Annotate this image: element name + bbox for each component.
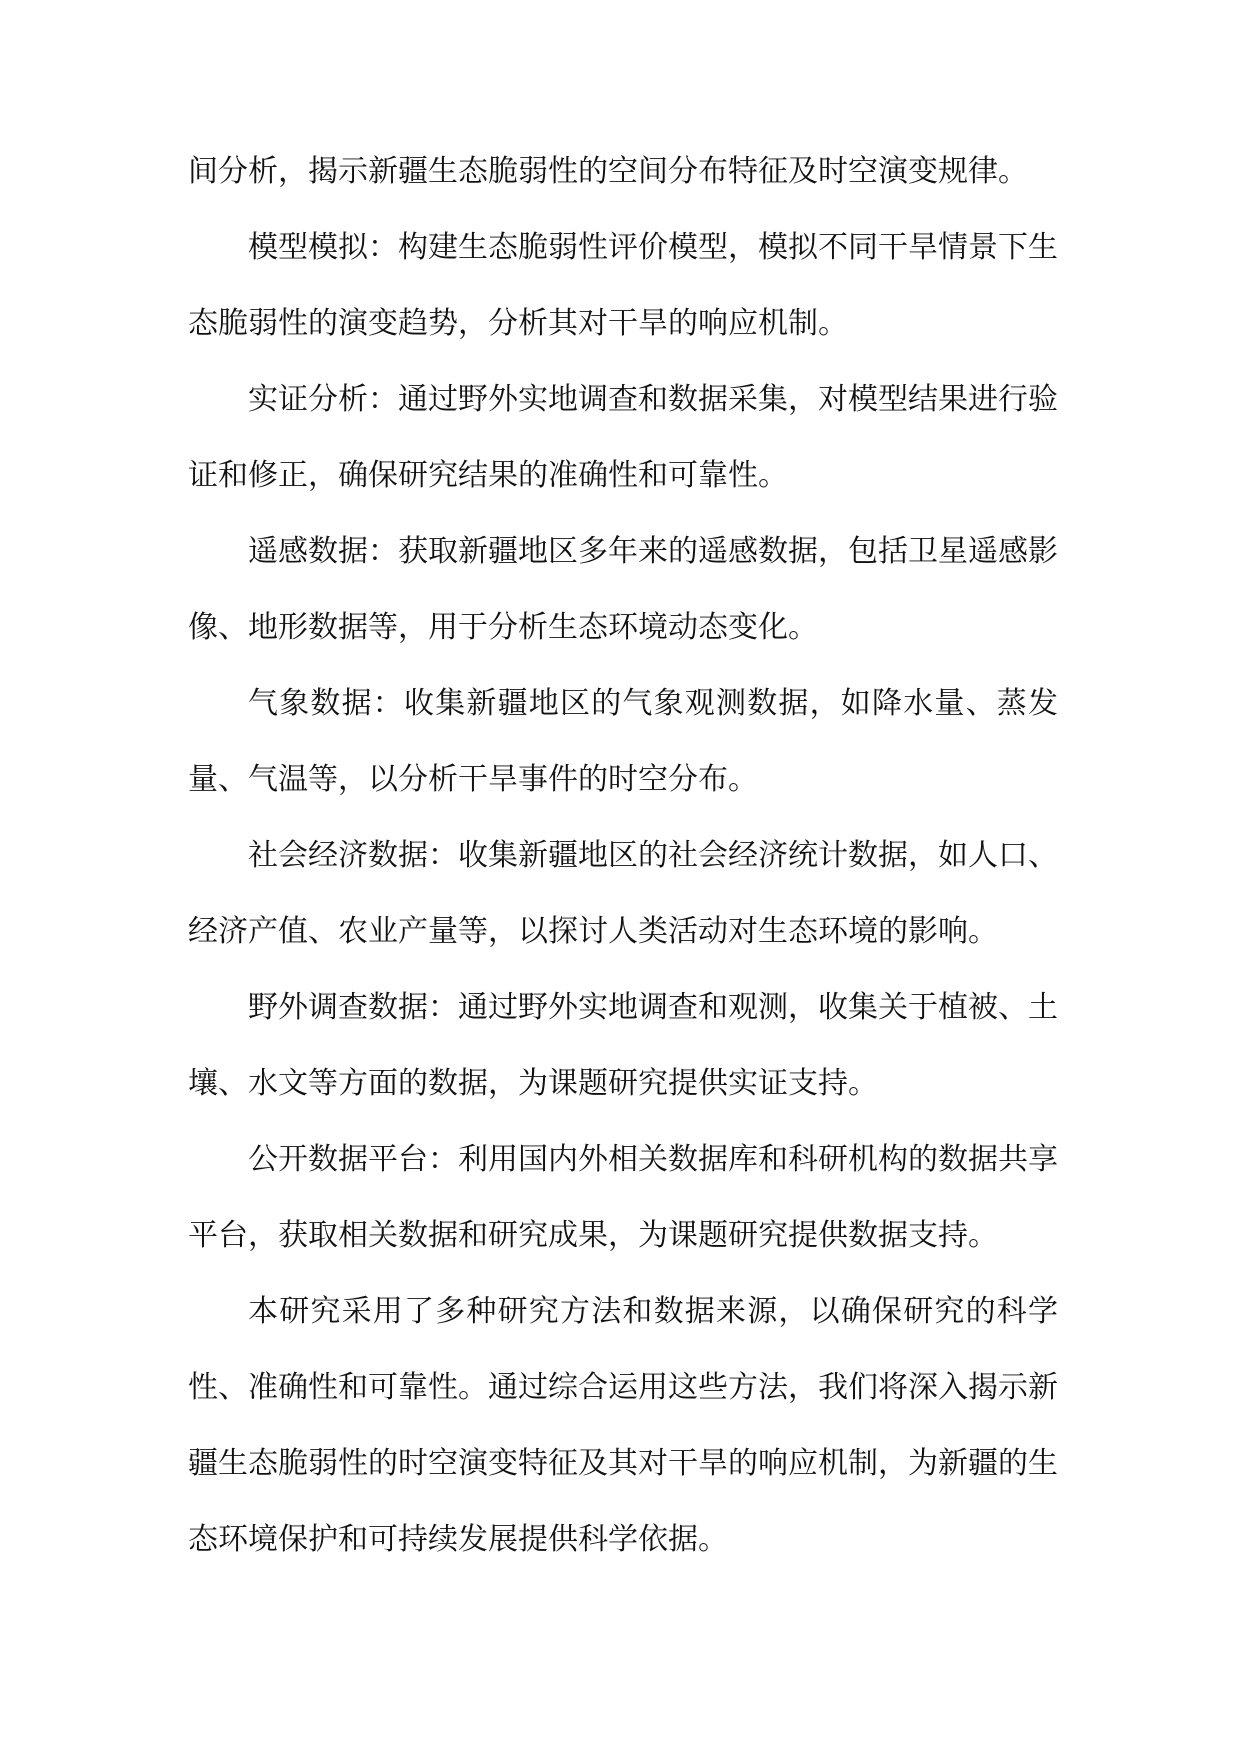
document-page — [188, 134, 1058, 1578]
paragraph-empirical-analysis: 实证分析：通过野外实地调查和数据采集，对模型结果进行验证和修正，确保研究结果的准确性和可靠性。 — [188, 382, 1058, 493]
paragraph-summary: 本研究采用了多种研究方法和数据来源，以确保研究的科学性、准确性和可靠性。通过综合运用这些方法，我们将深入揭示新疆生态脆弱性的时空演变特征及其对干旱的响应机制，为新疆的生态环境保护和可持续发展提供科学依据。 — [188, 1294, 1058, 1557]
paragraph-model-simulation: 模型模拟：构建生态脆弱性评价模型，模拟不同干旱情景下生态脆弱性的演变趋势，分析其对干旱的响应机制。 — [188, 230, 1058, 341]
paragraph-continuation: 间分析，揭示新疆生态脆弱性的空间分布特征及时空演变规律。 — [188, 154, 1028, 189]
paragraph-field-survey-data: 野外调查数据：通过野外实地调查和观测，收集关于植被、土壤、水文等方面的数据，为课题研究提供实证支持。 — [188, 990, 1058, 1101]
paragraph-meteorological-data: 气象数据：收集新疆地区的气象观测数据，如降水量、蒸发量、气温等，以分析干旱事件的时空分布。 — [188, 686, 1058, 797]
paragraph-socioeconomic-data: 社会经济数据：收集新疆地区的社会经济统计数据，如人口、经济产值、农业产量等，以探讨人类活动对生态环境的影响。 — [188, 838, 1058, 949]
paragraph-remote-sensing-data: 遥感数据：获取新疆地区多年来的遥感数据，包括卫星遥感影像、地形数据等，用于分析生态环境动态变化。 — [188, 534, 1058, 645]
paragraph-public-data-platform: 公开数据平台：利用国内外相关数据库和科研机构的数据共享平台，获取相关数据和研究成果，为课题研究提供数据支持。 — [188, 1142, 1058, 1253]
